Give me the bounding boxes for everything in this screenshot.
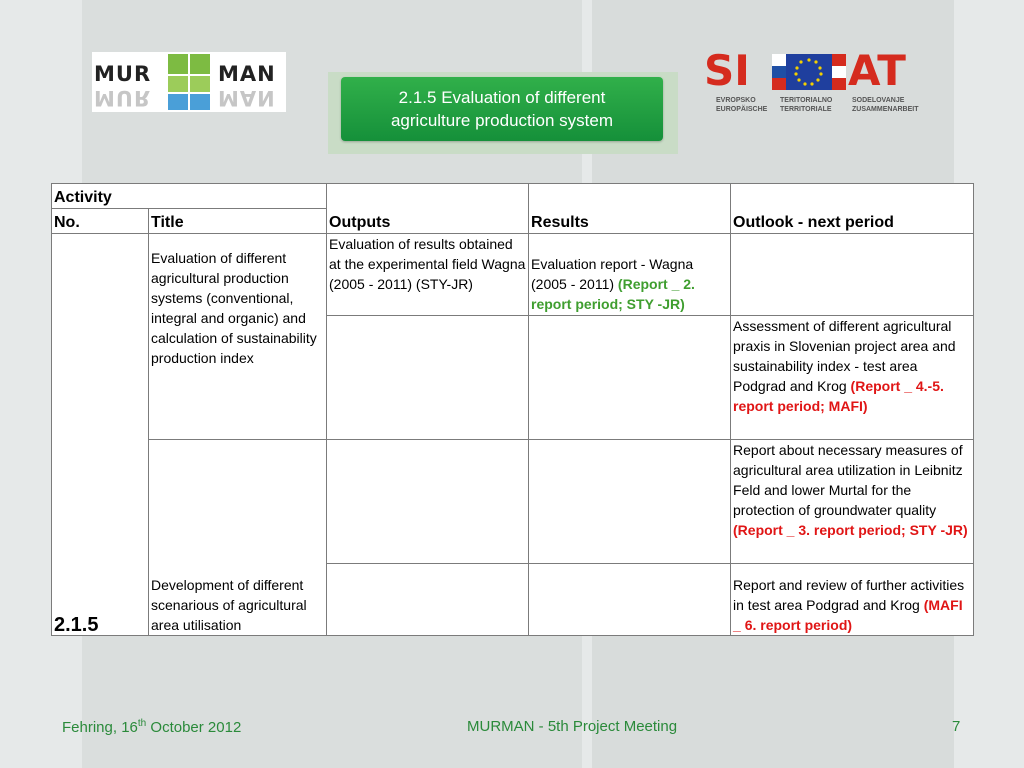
slide-title-line2: agriculture production system: [390, 111, 614, 130]
footer-date-sup: th: [137, 718, 147, 729]
activity-title-2-text: Development of different scenarious of agricultural area utilisation: [151, 577, 307, 633]
header-outputs: Outputs: [327, 184, 529, 234]
activity-title-1-text: Evaluation of different agricultural production systems (conventional, integral and organic) and calculation of sustainability production index: [151, 250, 317, 366]
row4-outlook: [731, 564, 974, 636]
si-at-sub-1: EVROPSKO: [716, 97, 756, 104]
row1-outlook: [731, 234, 974, 316]
row3-results: [529, 440, 731, 564]
footer-date-prefix: Fehring, 16: [62, 719, 138, 736]
row4-results: [529, 564, 731, 636]
row4-outlook-highlight: (MAFI _ 6. report period): [733, 597, 963, 633]
activity-title-1: [149, 234, 327, 440]
row2-outputs: [327, 316, 529, 440]
murman-logo-left-reflection: MUR: [94, 86, 152, 110]
logo-square-blue-2: [190, 94, 210, 110]
row3-outlook: [731, 440, 974, 564]
row4-outlook-text: Report and review of further activities in test area Podgrad and Krog: [733, 577, 965, 613]
si-at-logo-at: AT: [848, 46, 906, 95]
row2-outlook-highlight: (Report _ 4.-5. report period; MAFI): [733, 378, 944, 414]
footer-meeting: MURMAN - 5th Project Meeting: [467, 718, 678, 735]
header-outlook: Outlook - next period: [731, 184, 974, 234]
murman-logo: [92, 52, 286, 112]
row3-outlook-highlight: (Report _ 3. report period; STY -JR): [733, 522, 968, 538]
si-at-sub-6: ZUSAMMENARBEIT: [852, 106, 919, 113]
row1-results: [529, 234, 731, 316]
row3-outlook-text: Report about necessary measures of agricultural area utilization in Leibnitz Feld and lower Murtal for the protection of groundwater quality: [733, 442, 963, 518]
table-row: [52, 440, 974, 564]
murman-logo-right-reflection: MAN: [218, 86, 276, 110]
row4-outputs: [327, 564, 529, 636]
si-at-sub-2: TERITORIALNO: [780, 97, 833, 104]
logo-square-green-3: [168, 76, 188, 92]
si-at-logo-si: SI: [704, 46, 750, 95]
activity-table: [51, 183, 974, 636]
logo-square-blue-1: [168, 94, 188, 110]
header-title: Title: [149, 209, 327, 234]
row2-results: [529, 316, 731, 440]
activity-number: 2.1.5: [52, 234, 149, 636]
row2-outlook: [731, 316, 974, 440]
footer-date-suffix: October 2012: [146, 719, 242, 736]
si-at-sub-3: SODELOVANJE: [852, 97, 905, 104]
row3-outputs: [327, 440, 529, 564]
si-at-logo: [704, 46, 928, 116]
table-row: [52, 234, 974, 316]
logo-square-green-1: [168, 54, 188, 74]
slide-title: [341, 77, 663, 141]
footer-date: [62, 718, 241, 736]
header-results: Results: [529, 184, 731, 234]
page-number: 7: [952, 718, 961, 735]
si-at-sub-4: EUROPÄISCHE: [716, 106, 768, 113]
header-no: No.: [52, 209, 149, 234]
murman-logo-right-text: MAN: [218, 62, 276, 86]
row1-results-highlight: (Report _ 2. report period; STY -JR): [531, 276, 695, 312]
murman-logo-left-text: MUR: [94, 62, 152, 86]
si-at-sub-5: TERRITORIALE: [780, 106, 832, 113]
slide-title-line1: 2.1.5 Evaluation of different: [398, 88, 606, 107]
row2-outlook-text: Assessment of different agricultural praxis in Slovenian project area and sustainability index - test area Podgrad and Krog: [733, 318, 956, 394]
logo-square-green-4: [190, 76, 210, 92]
activity-title-2: [149, 440, 327, 636]
logo-square-green-2: [190, 54, 210, 74]
header-activity: Activity: [52, 184, 327, 209]
row1-outputs: Evaluation of results obtained at the experimental field Wagna (2005 - 2011) (STY-JR): [327, 234, 529, 316]
row1-results-text: Evaluation report - Wagna (2005 - 2011): [531, 256, 694, 292]
si-at-subtitle: [716, 96, 928, 114]
